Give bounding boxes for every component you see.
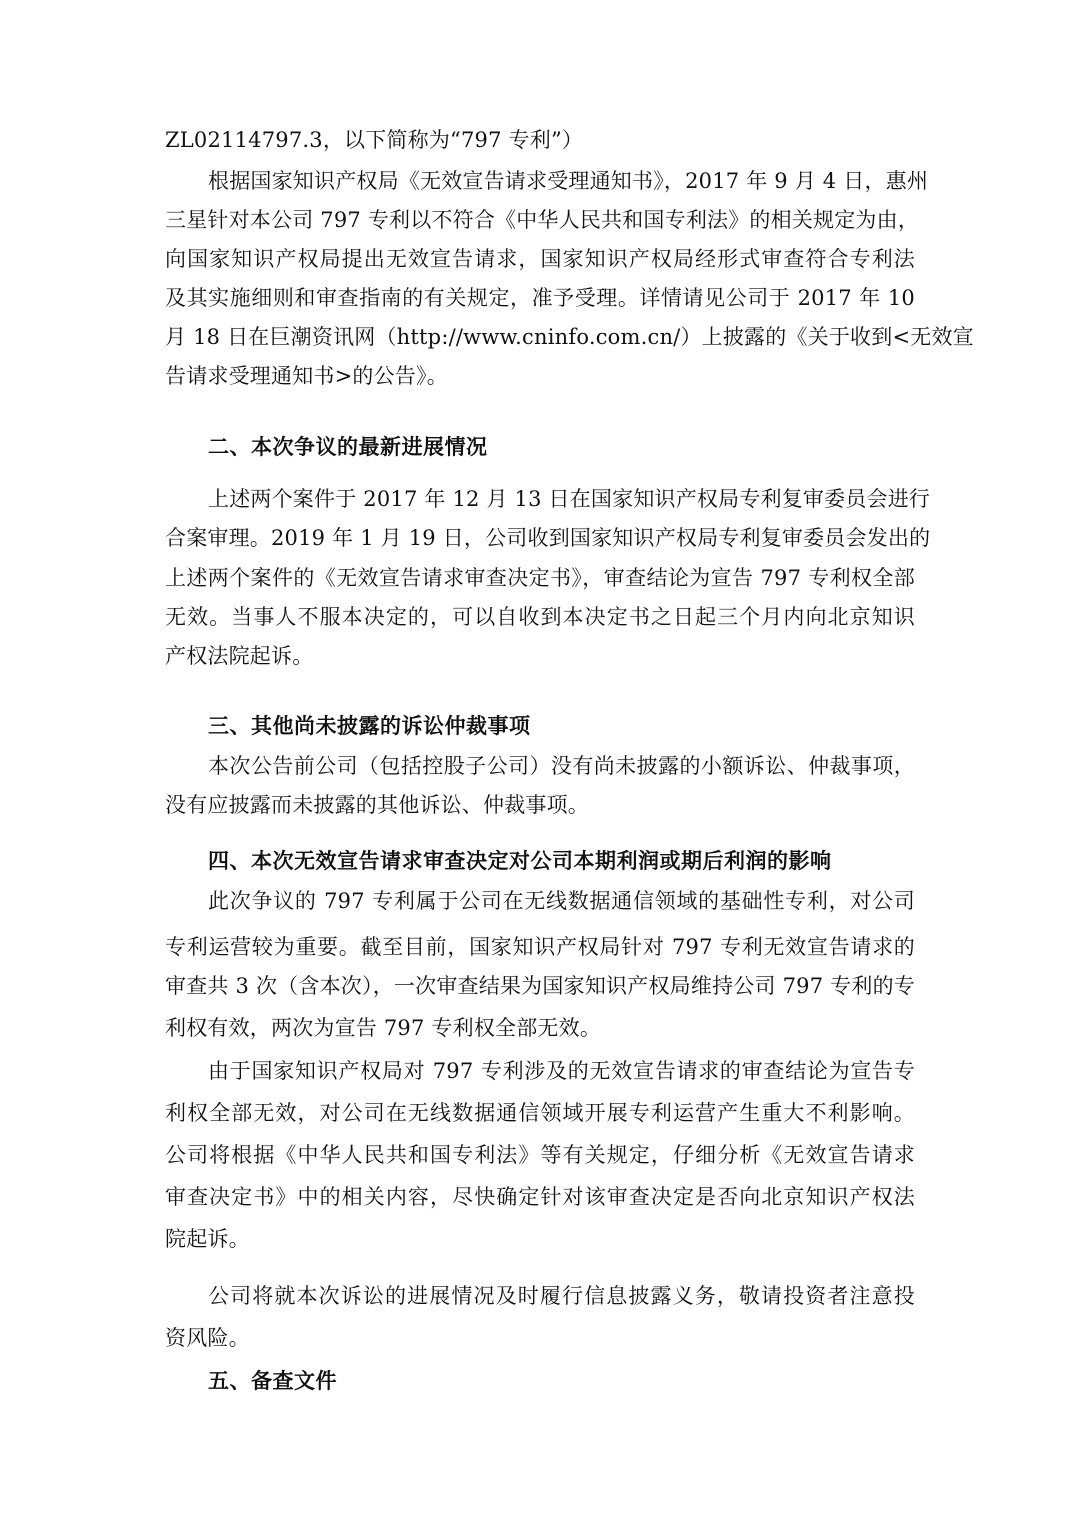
paragraph-line: 三星针对本公司 797 专利以不符合《中华人民共和国专利法》的相关规定为由，: [165, 208, 920, 232]
paragraph-line: 根据国家知识产权局《无效宣告请求受理通知书》，2017 年 9 月 4 日，惠州: [208, 169, 929, 193]
paragraph-line: 月 18 日在巨潮资讯网（http://www.cninfo.com.cn/）上披露的《关于收到<无效宣: [165, 325, 974, 349]
paragraph-line: 利权全部无效，对公司在无线数据通信领域开展专利运营产生重大不利影响。: [165, 1101, 915, 1125]
paragraph-line: 及其实施细则和审查指南的有关规定，准予受理。详情请见公司于 2017 年 10: [165, 286, 915, 310]
paragraph-line: 合案审理。2019 年 1 月 19 日，公司收到国家知识产权局专利复审委员会发出的: [165, 526, 931, 550]
paragraph-line: 院起诉。: [165, 1227, 250, 1251]
paragraph-line: 审查共 3 次（含本次），一次审查结果为国家知识产权局维持公司 797 专利的专: [165, 974, 915, 998]
paragraph-line: 产权法院起诉。: [165, 644, 314, 668]
paragraph-line: 专利运营较为重要。截至目前，国家知识产权局针对 797 专利无效宣告请求的: [165, 935, 915, 959]
paragraph-line: 利权有效，两次为宣告 797 专利权全部无效。: [165, 1016, 602, 1040]
paragraph-line: 告请求受理通知书>的公告》。: [165, 364, 448, 388]
section-heading-3: 三、其他尚未披露的诉讼仲裁事项: [208, 714, 531, 738]
paragraph-line: 向国家知识产权局提出无效宣告请求，国家知识产权局经形式审查符合专利法: [165, 247, 915, 271]
paragraph-line: 无效。当事人不服本决定的，可以自收到本决定书之日起三个月内向北京知识: [165, 605, 915, 629]
section-heading-4: 四、本次无效宣告请求审查决定对公司本期利润或期后利润的影响: [208, 849, 832, 873]
paragraph-line: 没有应披露而未披露的其他诉讼、仲裁事项。: [165, 793, 589, 817]
section-heading-5: 五、备查文件: [208, 1369, 337, 1393]
paragraph-line: 公司将就本次诉讼的进展情况及时履行信息披露义务，敬请投资者注意投: [208, 1284, 915, 1308]
paragraph-line: 上述两个案件于 2017 年 12 月 13 日在国家知识产权局专利复审委员会进行: [208, 487, 931, 511]
section-heading-2: 二、本次争议的最新进展情况: [208, 435, 488, 459]
paragraph-line: 公司将根据《中华人民共和国专利法》等有关规定，仔细分析《无效宣告请求: [165, 1143, 915, 1167]
paragraph-line: 上述两个案件的《无效宣告请求审查决定书》，审查结论为宣告 797 专利权全部: [165, 566, 915, 590]
paragraph-line: 此次争议的 797 专利属于公司在无线数据通信领域的基础性专利，对公司: [208, 889, 915, 913]
paragraph-line: 由于国家知识产权局对 797 专利涉及的无效宣告请求的审查结论为宣告专: [208, 1059, 915, 1083]
continuation-line: ZL02114797.3，以下简称为“797 专利”）: [165, 128, 584, 152]
paragraph-line: 审查决定书》中的相关内容，尽快确定针对该审查决定是否向北京知识产权法: [165, 1185, 915, 1209]
paragraph-line: 资风险。: [165, 1326, 250, 1350]
paragraph-line: 本次公告前公司（包括控股子公司）没有尚未披露的小额诉讼、仲裁事项，: [208, 754, 915, 778]
